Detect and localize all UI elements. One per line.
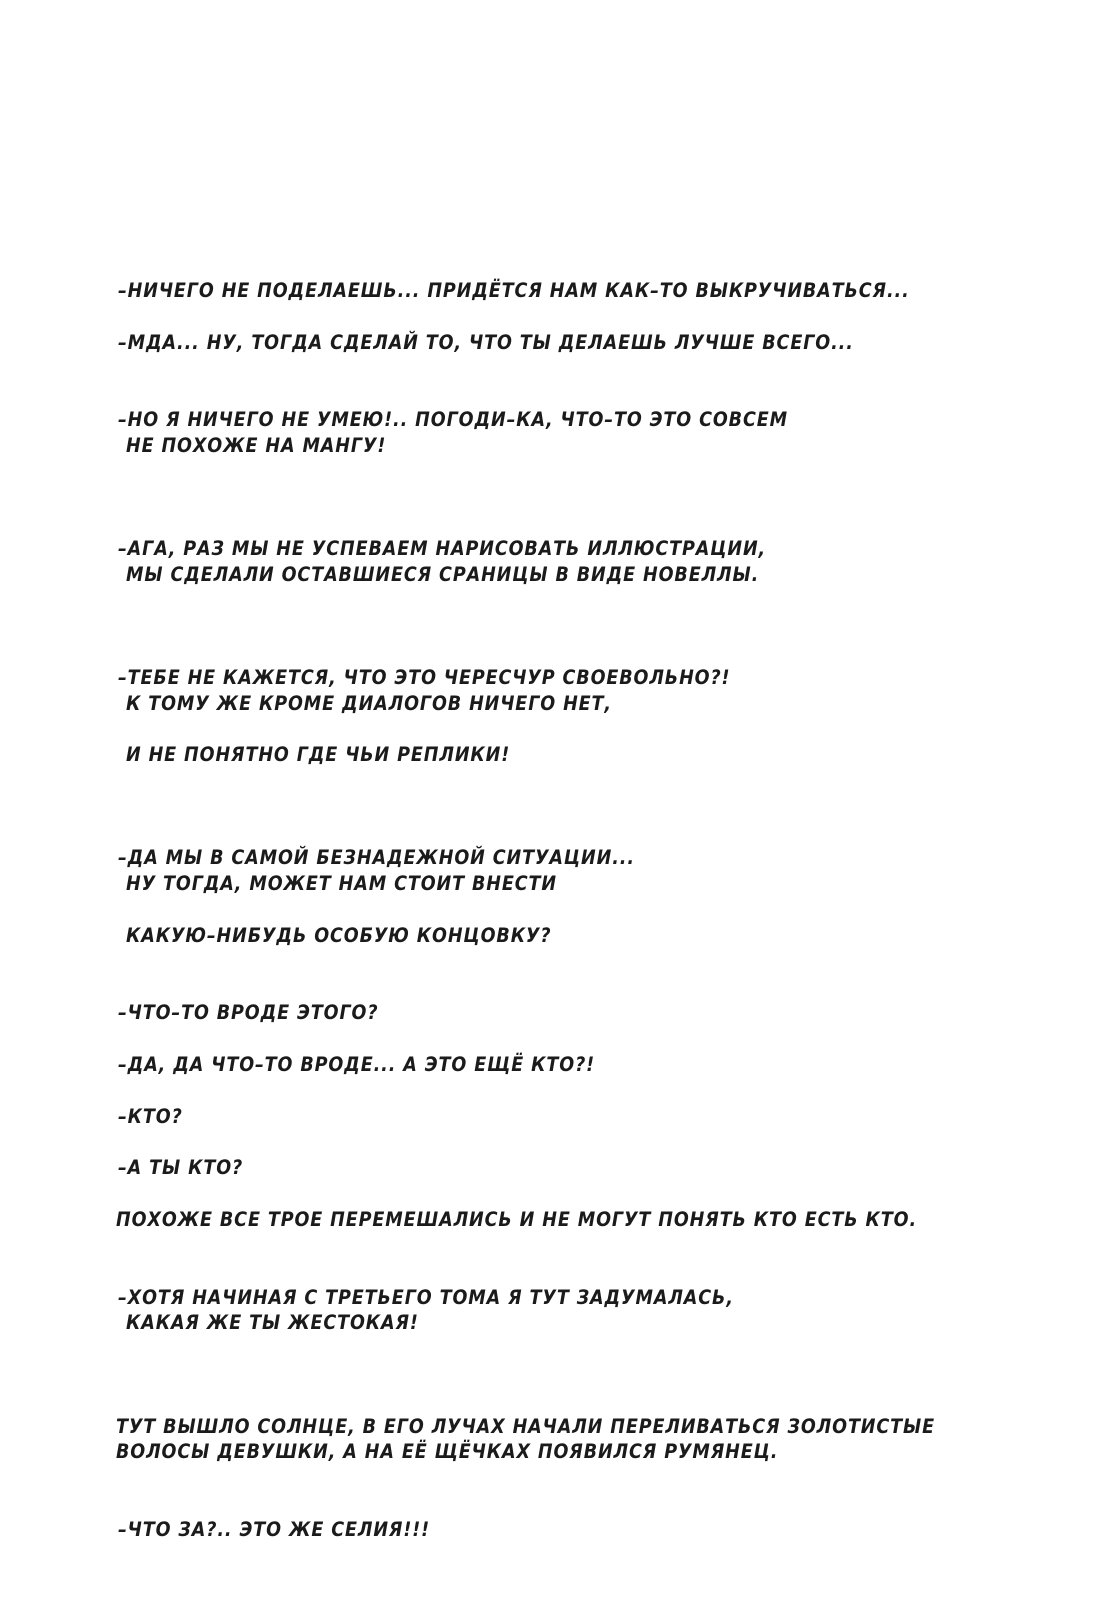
paragraph-line: МЫ СДЕЛАЛИ ОСТАВШИЕСЯ СРАНИЦЫ В ВИДЕ НОВЕЛЛЫ. — [126, 562, 760, 586]
paragraph: –КТО? — [118, 1104, 183, 1128]
paragraph: –МДА... НУ, ТОГДА СДЕЛАЙ ТО, ЧТО ТЫ ДЕЛАЕШЬ ЛУЧШЕ ВСЕГО... — [118, 330, 854, 354]
paragraph: –ДА, ДА ЧТО–ТО ВРОДЕ... А ЭТО ЕЩЁ КТО?! — [118, 1052, 596, 1076]
paragraph — [118, 820, 998, 974]
paragraph-line: –ДА МЫ В САМОЙ БЕЗНАДЕЖНОЙ СИТУАЦИИ... — [118, 846, 635, 870]
paragraph-line: НУ ТОГДА, МОЖЕТ НАМ СТОИТ ВНЕСТИ — [126, 872, 557, 896]
paragraph: –НИЧЕГО НЕ ПОДЕЛАЕШЬ... ПРИДЁТСЯ НАМ КАК–ТО ВЫКРУЧИВАТЬСЯ... — [118, 279, 910, 302]
paragraph-line: НЕ ПОХОЖЕ НА МАНГУ! — [126, 433, 387, 457]
paragraph: ПОХОЖЕ ВСЕ ТРОЕ ПЕРЕМЕШАЛИСЬ И НЕ МОГУТ ПОНЯТЬ КТО ЕСТЬ КТО. — [116, 1208, 918, 1232]
paragraph-line: КАКАЯ ЖЕ ТЫ ЖЕСТОКАЯ! — [126, 1311, 419, 1335]
paragraph-line: К ТОМУ ЖЕ КРОМЕ ДИАЛОГОВ НИЧЕГО НЕТ, — [126, 691, 612, 715]
novel-text-block — [118, 278, 998, 1568]
paragraph — [118, 639, 998, 793]
paragraph-line: –НО Я НИЧЕГО НЕ УМЕЮ!.. ПОГОДИ–КА, ЧТО–ТО ЭТО СОВСЕМ — [118, 408, 788, 432]
paragraph: –ЧТО ЗА?.. ЭТО ЖЕ СЕЛИЯ!!! — [118, 1517, 431, 1541]
paragraph-line: И НЕ ПОНЯТНО ГДЕ ЧЬИ РЕПЛИКИ! — [126, 743, 511, 767]
paragraph-line: –АГА, РАЗ МЫ НЕ УСПЕВАЕМ НАРИСОВАТЬ ИЛЛЮСТРАЦИИ, — [118, 537, 767, 561]
paragraph-line: КАКУЮ–НИБУДЬ ОСОБУЮ КОНЦОВКУ? — [126, 923, 552, 947]
paragraph — [118, 1259, 998, 1362]
paragraph-line: –ТЕБЕ НЕ КАЖЕТСЯ, ЧТО ЭТО ЧЕРЕСЧУР СВОЕВОЛЬНО?! — [118, 666, 731, 690]
paragraph — [118, 381, 998, 484]
paragraph — [116, 1388, 998, 1491]
paragraph-line: –ХОТЯ НАЧИНАЯ С ТРЕТЬЕГО ТОМА Я ТУТ ЗАДУМАЛАСЬ, — [118, 1285, 734, 1309]
paragraph — [118, 510, 998, 613]
paragraph: –А ТЫ КТО? — [118, 1156, 244, 1180]
paragraph: –ЧТО–ТО ВРОДЕ ЭТОГО? — [118, 1001, 379, 1025]
paragraph-line: ТУТ ВЫШЛО СОЛНЦЕ, В ЕГО ЛУЧАХ НАЧАЛИ ПЕРЕЛИВАТЬСЯ ЗОЛОТИСТЫЕ — [116, 1414, 935, 1438]
paragraph-line: ВОЛОСЫ ДЕВУШКИ, А НА ЕЁ ЩЁЧКАХ ПОЯВИЛСЯ РУМЯНЕЦ. — [116, 1440, 779, 1464]
